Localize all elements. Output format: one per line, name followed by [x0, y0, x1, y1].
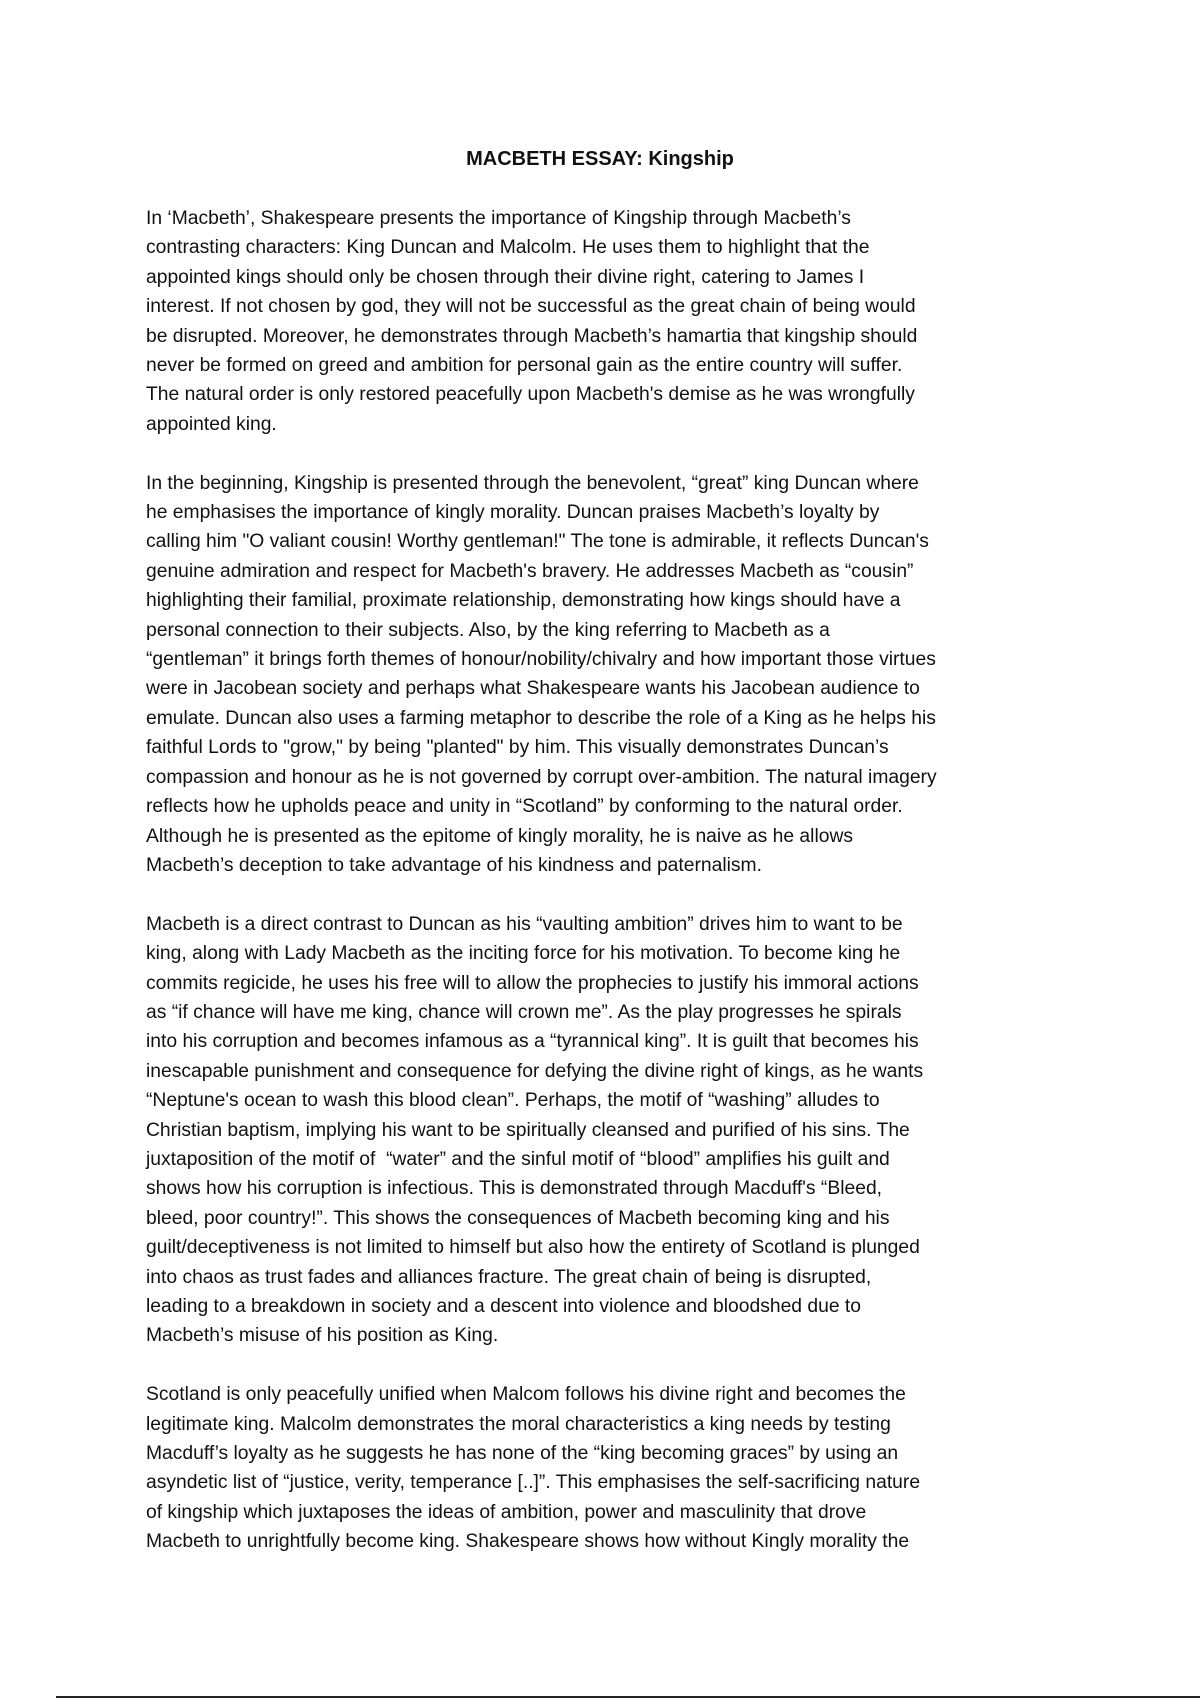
- paragraph-line: guilt/deceptiveness is not limited to himself but also how the entirety of Scotland is plunged: [146, 1237, 920, 1259]
- paragraph-line: Macbeth to unrightfully become king. Shakespeare shows how without Kingly morality the: [146, 1531, 910, 1553]
- essay-paragraph: [146, 469, 1086, 881]
- paragraph-line: Christian baptism, implying his want to be spiritually cleansed and purified of his sins. The: [146, 1119, 910, 1141]
- paragraph-line: shows how his corruption is infectious. This is demonstrated through Macduff's “Bleed,: [146, 1178, 883, 1200]
- essay-paragraph: [146, 1380, 1086, 1556]
- paragraph-line: In the beginning, Kingship is presented through the benevolent, “great” king Duncan where: [146, 472, 919, 494]
- paragraph-line: of kingship which juxtaposes the ideas of ambition, power and masculinity that drove: [146, 1501, 867, 1523]
- paragraph-line: In ‘Macbeth’, Shakespeare presents the importance of Kingship through Macbeth’s: [146, 208, 851, 229]
- paragraph-line: Scotland is only peacefully unified when Malcom follows his divine right and becomes the: [146, 1384, 906, 1406]
- paragraph-line: appointed king.: [146, 413, 277, 435]
- paragraph-line: commits regicide, he uses his free will to allow the prophecies to justify his immoral actions: [146, 972, 919, 994]
- paragraph-line: Macbeth’s misuse of his position as King.: [146, 1325, 499, 1347]
- paragraph-line: were in Jacobean society and perhaps what Shakespeare wants his Jacobean audience to: [146, 678, 920, 700]
- paragraph-line: Macduff’s loyalty as he suggests he has none of the “king becoming graces” by using an: [146, 1443, 899, 1465]
- paragraph-line: Macbeth’s deception to take advantage of his kindness and paternalism.: [146, 854, 762, 876]
- paragraph-line: king, along with Lady Macbeth as the inciting force for his motivation. To become king he: [146, 943, 901, 965]
- document-title: MACBETH ESSAY: Kingship: [466, 148, 734, 170]
- paragraph-line: be disrupted. Moreover, he demonstrates through Macbeth’s hamartia that kingship should: [146, 325, 918, 347]
- paragraph-line: juxtaposition of the motif of “water” and the sinful motif of “blood” amplifies his guilt and: [146, 1148, 890, 1170]
- paragraph-line: never be formed on greed and ambition for personal gain as the entire country will suffer.: [146, 355, 903, 377]
- paragraph-line: bleed, poor country!”. This shows the consequences of Macbeth becoming king and his: [146, 1207, 890, 1229]
- paragraph-line: “Neptune's ocean to wash this blood clean”. Perhaps, the motif of “washing” alludes to: [146, 1090, 880, 1112]
- paragraph-line: genuine admiration and respect for Macbeth's bravery. He addresses Macbeth as “cousin”: [146, 560, 914, 582]
- paragraph-line: highlighting their familial, proximate relationship, demonstrating how kings should have a: [146, 590, 901, 612]
- paragraph-line: asyndetic list of “justice, verity, temperance [..]”. This emphasises the self-sacrificing nature: [146, 1472, 921, 1494]
- essay-paragraph: [146, 204, 1086, 439]
- paragraph-line: personal connection to their subjects. Also, by the king referring to Macbeth as a: [146, 619, 830, 641]
- paragraph-line: calling him "O valiant cousin! Worthy gentleman!" The tone is admirable, it reflects Duncan's: [146, 531, 929, 553]
- paragraph-line: leading to a breakdown in society and a descent into violence and bloodshed due to: [146, 1296, 861, 1317]
- essay-paragraph: [146, 910, 1086, 1351]
- paragraph-line: he emphasises the importance of kingly morality. Duncan praises Macbeth’s loyalty by: [146, 502, 880, 524]
- paragraph-line: as “if chance will have me king, chance will crown me”. As the play progresses he spirals: [146, 1001, 902, 1023]
- page-bottom-rule: [56, 1696, 1200, 1698]
- paragraph-line: emulate. Duncan also uses a farming metaphor to describe the role of a King as he helps his: [146, 707, 936, 729]
- paragraph-line: into his corruption and becomes infamous as a “tyrannical king”. It is guilt that becomes his: [146, 1031, 919, 1053]
- paragraph-line: inescapable punishment and consequence for defying the divine right of kings, as he wants: [146, 1060, 924, 1082]
- paragraph-line: faithful Lords to "grow," by being "planted" by him. This visually demonstrates Duncan’s: [146, 737, 889, 759]
- essay-body: [146, 204, 1086, 1586]
- paragraph-line: legitimate king. Malcolm demonstrates the moral characteristics a king needs by testing: [146, 1413, 891, 1435]
- paragraph-line: Macbeth is a direct contrast to Duncan as his “vaulting ambition” drives him to want to be: [146, 913, 903, 935]
- paragraph-line: interest. If not chosen by god, they will not be successful as the great chain of being would: [146, 296, 916, 318]
- paragraph-line: appointed kings should only be chosen through their divine right, catering to James I: [146, 266, 865, 288]
- paragraph-line: Although he is presented as the epitome of kingly morality, he is naive as he allows: [146, 825, 854, 847]
- paragraph-line: “gentleman” it brings forth themes of honour/nobility/chivalry and how important those virtues: [146, 649, 936, 671]
- paragraph-line: reflects how he upholds peace and unity in “Scotland” by conforming to the natural order.: [146, 796, 903, 818]
- paragraph-line: into chaos as trust fades and alliances fracture. The great chain of being is disrupted,: [146, 1266, 872, 1288]
- paragraph-line: The natural order is only restored peacefully upon Macbeth's demise as he was wrongfully: [146, 384, 915, 406]
- paragraph-line: contrasting characters: King Duncan and Malcolm. He uses them to highlight that the: [146, 237, 870, 259]
- paragraph-line: compassion and honour as he is not governed by corrupt over-ambition. The natural imagery: [146, 766, 937, 788]
